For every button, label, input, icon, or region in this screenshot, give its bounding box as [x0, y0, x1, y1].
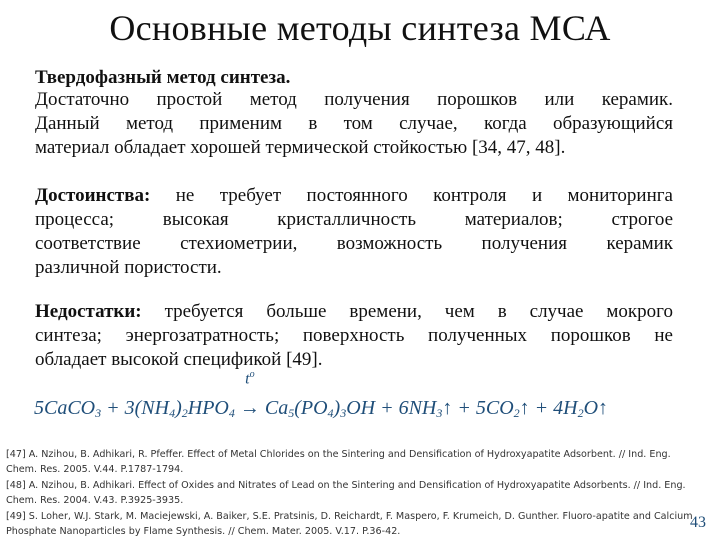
subscript: 3: [95, 406, 102, 420]
formula-text: O↑: [583, 397, 609, 419]
section-heading: [35, 66, 673, 90]
formula-text: ): [175, 397, 182, 419]
subscript: 4: [169, 406, 176, 420]
advantages-line: различной пористости.: [35, 257, 222, 278]
formula-text: 5CaCO: [34, 397, 96, 419]
advantages-line: процесса; высокая кристалличность материалов; строгое: [35, 209, 673, 230]
formula-text: ↑ + 5CO: [442, 397, 514, 419]
arrow-glyph: →: [239, 397, 260, 419]
formula-text: ): [333, 397, 341, 419]
advantages-line: не требует постоянного контроля и мониторинга: [150, 185, 673, 206]
intro-line: материал обладает хорошей термической стойкостью [34, 47, 48].: [35, 137, 566, 158]
subscript: 3: [436, 406, 443, 420]
disadvantages-paragraph: [35, 300, 673, 372]
formula-text: OH + 6NH: [346, 397, 437, 419]
reference-line: [47] A. Nzihou, B. Adhikari, R. Pfeffer. Effect of Metal Chlorides on the Sintering and Densification of Hydroxyapatite Adsorbent. // Ind. Eng.: [6, 449, 671, 460]
disadvantages-first-line: [35, 300, 673, 324]
condition-symbol: t: [245, 370, 250, 388]
subscript: 2: [181, 406, 188, 420]
advantages-line: соответствие стехиометрии, возможность получения керамик: [35, 233, 673, 254]
condition-superscript: o: [249, 369, 255, 380]
formula-text: (PO: [294, 397, 328, 419]
temperature-condition: [240, 366, 260, 388]
formula-text: ↑ + 4H: [519, 397, 578, 419]
page-number: 43: [690, 514, 706, 531]
disadvantages-line: синтеза; энергозатратность; поверхность полученных порошков не: [35, 325, 673, 346]
intro-line: Данный метод применим в том случае, когда образующийся: [35, 113, 673, 134]
disadvantages-line: обладает высокой спецификой [49].: [35, 349, 323, 370]
advantages-paragraph: [35, 184, 673, 280]
reaction-equation: [34, 369, 694, 433]
disadvantages-line: требуется больше времени, чем в случае мокрого: [141, 301, 673, 322]
formula-text: HPO: [187, 397, 229, 419]
reaction-arrow: [239, 369, 260, 428]
reference-line: [48] A. Nzihou, B. Adhikari. Effect of Oxides and Nitrates of Lead on the Sintering and Densification of Hydroxyapatite Adsorbents. // Ind. Eng.: [6, 479, 686, 491]
page-title: Основные методы синтеза МСА: [109, 8, 611, 48]
intro-line: Достаточно простой метод получения порошков или керамик.: [35, 89, 673, 110]
subscript: 2: [577, 406, 584, 420]
advantages-label: Достоинства:: [35, 185, 151, 206]
equation-reactants: [34, 397, 240, 419]
equation-products: [260, 397, 608, 419]
subscript: 5: [288, 406, 295, 420]
reference-line: [49] S. Loher, W.J. Stark, M. Maciejewski, A. Baiker, S.E. Pratsinis, D. Reichardt, F. Maspero, F. Krumeich, D. Gunther. Fluoro-apatite and Calcium: [6, 510, 693, 522]
subscript: 4: [327, 406, 334, 420]
disadvantages-label: Недостатки:: [35, 301, 142, 322]
references-list: [6, 447, 696, 539]
intro-paragraph: [35, 88, 673, 160]
formula-text: + 3(NH: [101, 397, 170, 419]
subscript: 3: [340, 406, 347, 420]
reference-line: Phosphate Nanoparticles by Flame Synthesis. // Chem. Mater. 2005. V.17. P.36-42.: [6, 526, 401, 538]
reference-line: Chem. Res. 2005. V.44. P.1787-1794.: [6, 464, 184, 476]
reference-line: Chem. Res. 2004. V.43. P.3925-3935.: [6, 495, 184, 507]
formula-text: Ca: [259, 397, 289, 419]
advantages-first-line: [35, 184, 673, 208]
subscript: 2: [513, 406, 520, 420]
section-heading-text: Твердофазный метод синтеза.: [35, 67, 291, 88]
subscript: 4: [228, 406, 235, 420]
